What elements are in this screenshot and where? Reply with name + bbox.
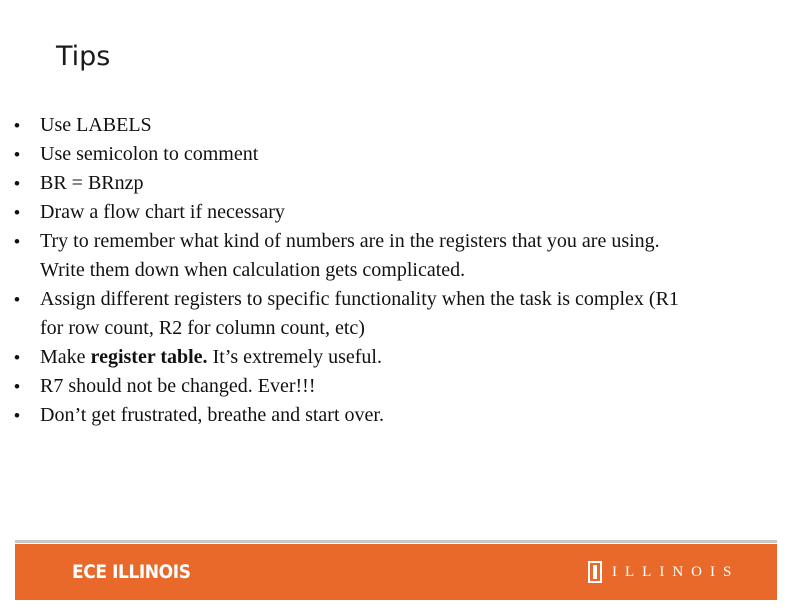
bullet-item xyxy=(14,401,700,430)
bullet-text: Assign different registers to specific functionality when the task is complex (R1 for row count, R2 for column count, etc) xyxy=(40,288,679,339)
bullet-text-bold: register table. xyxy=(90,346,208,368)
bullet-dot-icon: • xyxy=(14,348,20,367)
bullet-dot-icon: • xyxy=(14,203,20,222)
bullet-item xyxy=(14,372,700,401)
bullet-item xyxy=(14,140,700,169)
bullet-dot-icon: • xyxy=(14,406,20,425)
footer-brand-label: ECE ILLINOIS xyxy=(72,561,191,583)
footer-bar xyxy=(15,544,777,600)
illinois-block-i-icon xyxy=(588,561,602,583)
bullet-dot-icon: • xyxy=(14,377,20,396)
bullet-text: Use semicolon to comment xyxy=(40,143,259,165)
bullet-dot-icon: • xyxy=(14,232,20,251)
bullet-item xyxy=(14,198,700,227)
illinois-logo-text: ILLINOIS xyxy=(612,563,740,580)
footer-divider xyxy=(15,540,777,543)
bullet-item xyxy=(14,343,700,372)
bullet-text: R7 should not be changed. Ever!!! xyxy=(40,375,316,397)
bullet-dot-icon: • xyxy=(14,290,20,309)
bullet-text: Draw a flow chart if necessary xyxy=(40,201,285,223)
bullet-text: Use LABELS xyxy=(40,114,152,136)
bullet-item xyxy=(14,285,700,343)
bullet-text-pre: Make xyxy=(40,346,91,368)
slide-title: Tips xyxy=(56,41,111,72)
bullet-list xyxy=(14,111,700,430)
bullet-text: BR = BRnzp xyxy=(40,172,144,194)
bullet-dot-icon: • xyxy=(14,145,20,164)
bullet-dot-icon: • xyxy=(14,116,20,135)
bullet-item xyxy=(14,169,700,198)
bullet-text: Try to remember what kind of numbers are in the registers that you are using. Write them down when calculation gets complicated. xyxy=(40,230,660,281)
bullet-text: Don’t get frustrated, breathe and start over. xyxy=(40,404,384,426)
bullet-text-post: It’s extremely useful. xyxy=(207,346,382,368)
illinois-logo xyxy=(588,559,739,585)
bullet-item xyxy=(14,111,700,140)
bullet-dot-icon: • xyxy=(14,174,20,193)
bullet-item xyxy=(14,227,700,285)
